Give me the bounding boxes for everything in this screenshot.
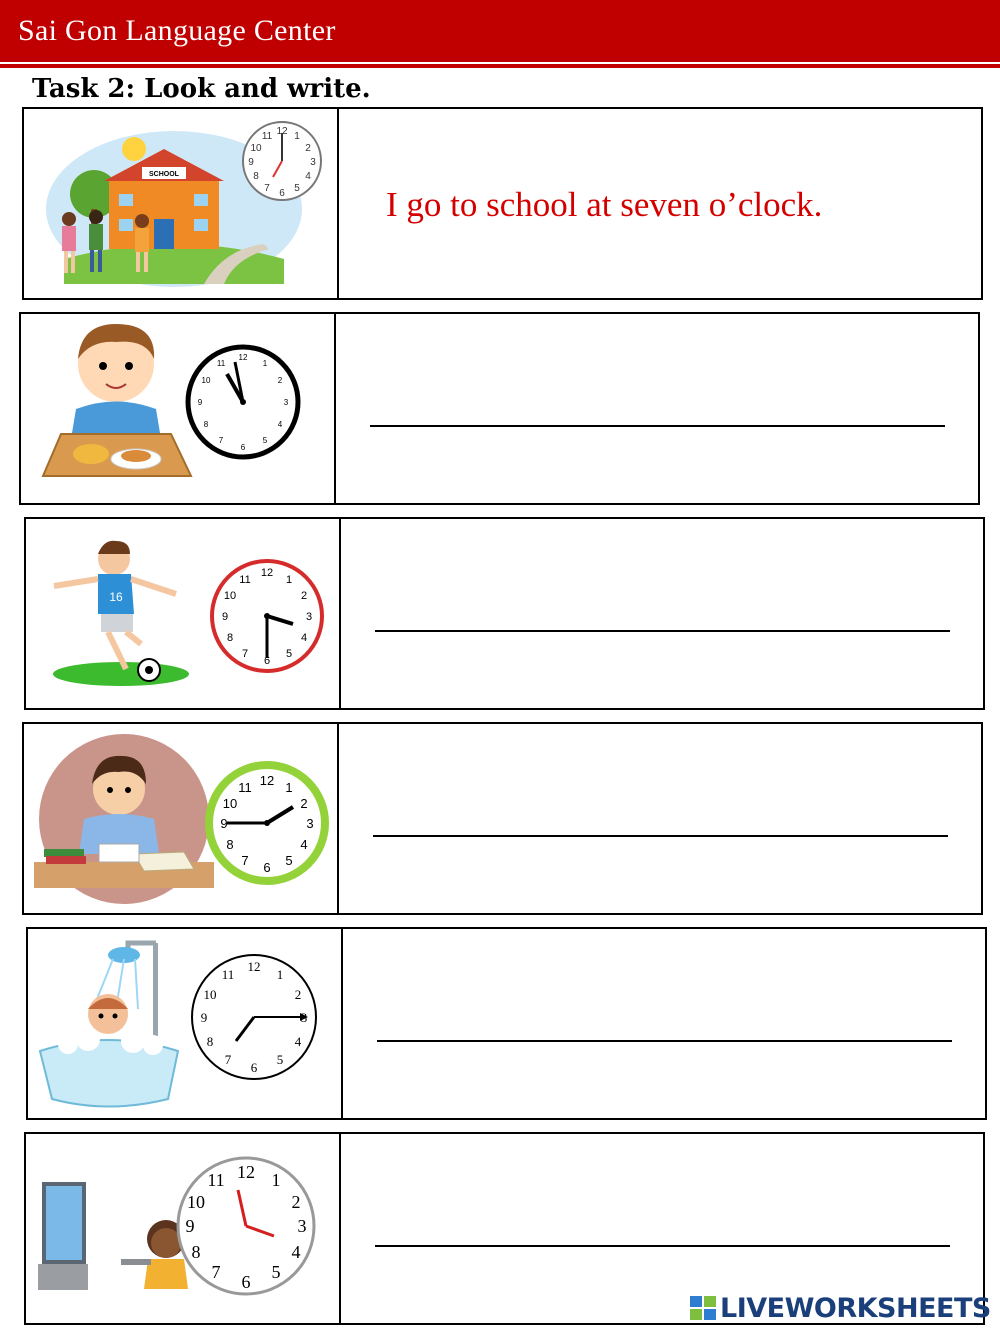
svg-text:4: 4: [294, 1034, 302, 1049]
svg-text:2: 2: [300, 590, 308, 602]
exercise-row-1: [22, 107, 983, 300]
svg-text:10: 10: [250, 143, 262, 154]
svg-text:7: 7: [218, 436, 224, 445]
svg-text:2: 2: [291, 1192, 301, 1212]
svg-text:9: 9: [221, 611, 229, 623]
clock-icon: [209, 765, 325, 881]
svg-text:9: 9: [248, 157, 254, 168]
svg-text:6: 6: [241, 1272, 251, 1292]
svg-text:4: 4: [300, 632, 308, 644]
svg-text:4: 4: [277, 420, 283, 429]
svg-text:6: 6: [263, 860, 271, 875]
svg-text:3: 3: [297, 1216, 307, 1236]
svg-text:4: 4: [300, 837, 308, 852]
svg-text:8: 8: [191, 1242, 201, 1262]
svg-text:5: 5: [262, 436, 268, 445]
answer-line[interactable]: [375, 1245, 950, 1247]
clock-icon: [243, 122, 321, 200]
svg-text:12: 12: [247, 959, 261, 974]
answer-line[interactable]: [370, 425, 945, 427]
liveworksheets-logo: [690, 1293, 991, 1324]
svg-text:10: 10: [223, 590, 237, 602]
svg-text:7: 7: [224, 1052, 232, 1067]
svg-text:3: 3: [306, 816, 314, 831]
svg-text:1: 1: [262, 359, 268, 368]
clock-icon: [192, 955, 316, 1079]
svg-text:5: 5: [276, 1052, 284, 1067]
svg-text:1: 1: [285, 574, 293, 586]
svg-text:11: 11: [238, 780, 252, 795]
svg-text:6: 6: [250, 1060, 258, 1075]
svg-text:7: 7: [264, 183, 270, 194]
svg-text:1: 1: [294, 131, 300, 142]
svg-text:9: 9: [197, 398, 203, 407]
tv-scene-image: [26, 1134, 338, 1323]
svg-text:12: 12: [259, 773, 275, 788]
school-scene-image: [24, 109, 336, 298]
svg-text:10: 10: [203, 987, 217, 1002]
svg-text:5: 5: [271, 1262, 281, 1282]
svg-text:1: 1: [271, 1170, 281, 1190]
clock-icon: [212, 561, 322, 671]
svg-text:8: 8: [206, 1034, 214, 1049]
svg-text:10: 10: [187, 1192, 205, 1212]
svg-text:11: 11: [239, 574, 251, 586]
answer-sentence: I go to school at seven o’clock.: [386, 185, 823, 224]
svg-text:4: 4: [291, 1242, 301, 1262]
clock-icon: [178, 1158, 314, 1294]
svg-text:11: 11: [261, 131, 273, 142]
svg-text:16: 16: [109, 590, 123, 604]
svg-text:8: 8: [226, 837, 234, 852]
svg-text:SCHOOL: SCHOOL: [149, 171, 179, 178]
svg-text:7: 7: [241, 853, 249, 868]
exercise-row-4: [22, 722, 983, 915]
svg-text:2: 2: [277, 376, 283, 385]
svg-text:8: 8: [253, 171, 259, 182]
header-bar: [0, 0, 1000, 62]
exercise-row-2: [19, 312, 980, 505]
svg-text:8: 8: [226, 632, 234, 644]
svg-text:6: 6: [263, 655, 271, 667]
svg-text:6: 6: [240, 443, 246, 452]
svg-text:11: 11: [207, 1170, 225, 1190]
svg-text:9: 9: [200, 1010, 208, 1025]
svg-text:11: 11: [216, 359, 226, 368]
liveworksheets-mark-icon: [690, 1296, 718, 1322]
exercise-row-5: [26, 927, 987, 1120]
football-scene-image: [26, 519, 338, 708]
lunch-scene-image: [21, 314, 333, 503]
header-title: Sai Gon Language Center: [18, 14, 336, 47]
svg-text:11: 11: [221, 967, 235, 982]
svg-text:9: 9: [185, 1216, 195, 1236]
svg-text:1: 1: [276, 967, 284, 982]
bath-scene-image: [28, 929, 340, 1118]
svg-text:9: 9: [220, 816, 228, 831]
header-divider: [0, 64, 1000, 68]
clock-icon: [188, 347, 298, 457]
tv-icon: [38, 1182, 88, 1290]
svg-text:5: 5: [285, 648, 293, 660]
answer-line[interactable]: [375, 630, 950, 632]
task-title: Task 2: Look and write.: [32, 74, 371, 104]
svg-text:8: 8: [203, 420, 209, 429]
svg-text:3: 3: [283, 398, 289, 407]
logo-text: LIVEWORKSHEETS: [720, 1293, 991, 1324]
svg-text:12: 12: [237, 1162, 255, 1182]
svg-text:1: 1: [285, 780, 293, 795]
svg-text:7: 7: [211, 1262, 221, 1282]
svg-text:7: 7: [241, 648, 249, 660]
svg-text:10: 10: [201, 376, 211, 385]
svg-text:2: 2: [300, 796, 308, 811]
svg-text:6: 6: [279, 188, 285, 199]
exercise-row-3: [24, 517, 985, 710]
svg-text:2: 2: [294, 987, 302, 1002]
svg-text:12: 12: [238, 353, 248, 362]
svg-text:3: 3: [305, 611, 313, 623]
answer-line[interactable]: [377, 1040, 952, 1042]
svg-text:10: 10: [222, 796, 238, 811]
svg-text:5: 5: [285, 853, 293, 868]
answer-line[interactable]: [373, 835, 948, 837]
svg-text:5: 5: [294, 183, 300, 194]
svg-text:12: 12: [260, 567, 274, 579]
svg-text:2: 2: [305, 143, 311, 154]
svg-text:4: 4: [305, 171, 311, 182]
svg-text:3: 3: [310, 157, 316, 168]
homework-scene-image: [24, 724, 336, 913]
svg-text:12: 12: [276, 126, 288, 137]
